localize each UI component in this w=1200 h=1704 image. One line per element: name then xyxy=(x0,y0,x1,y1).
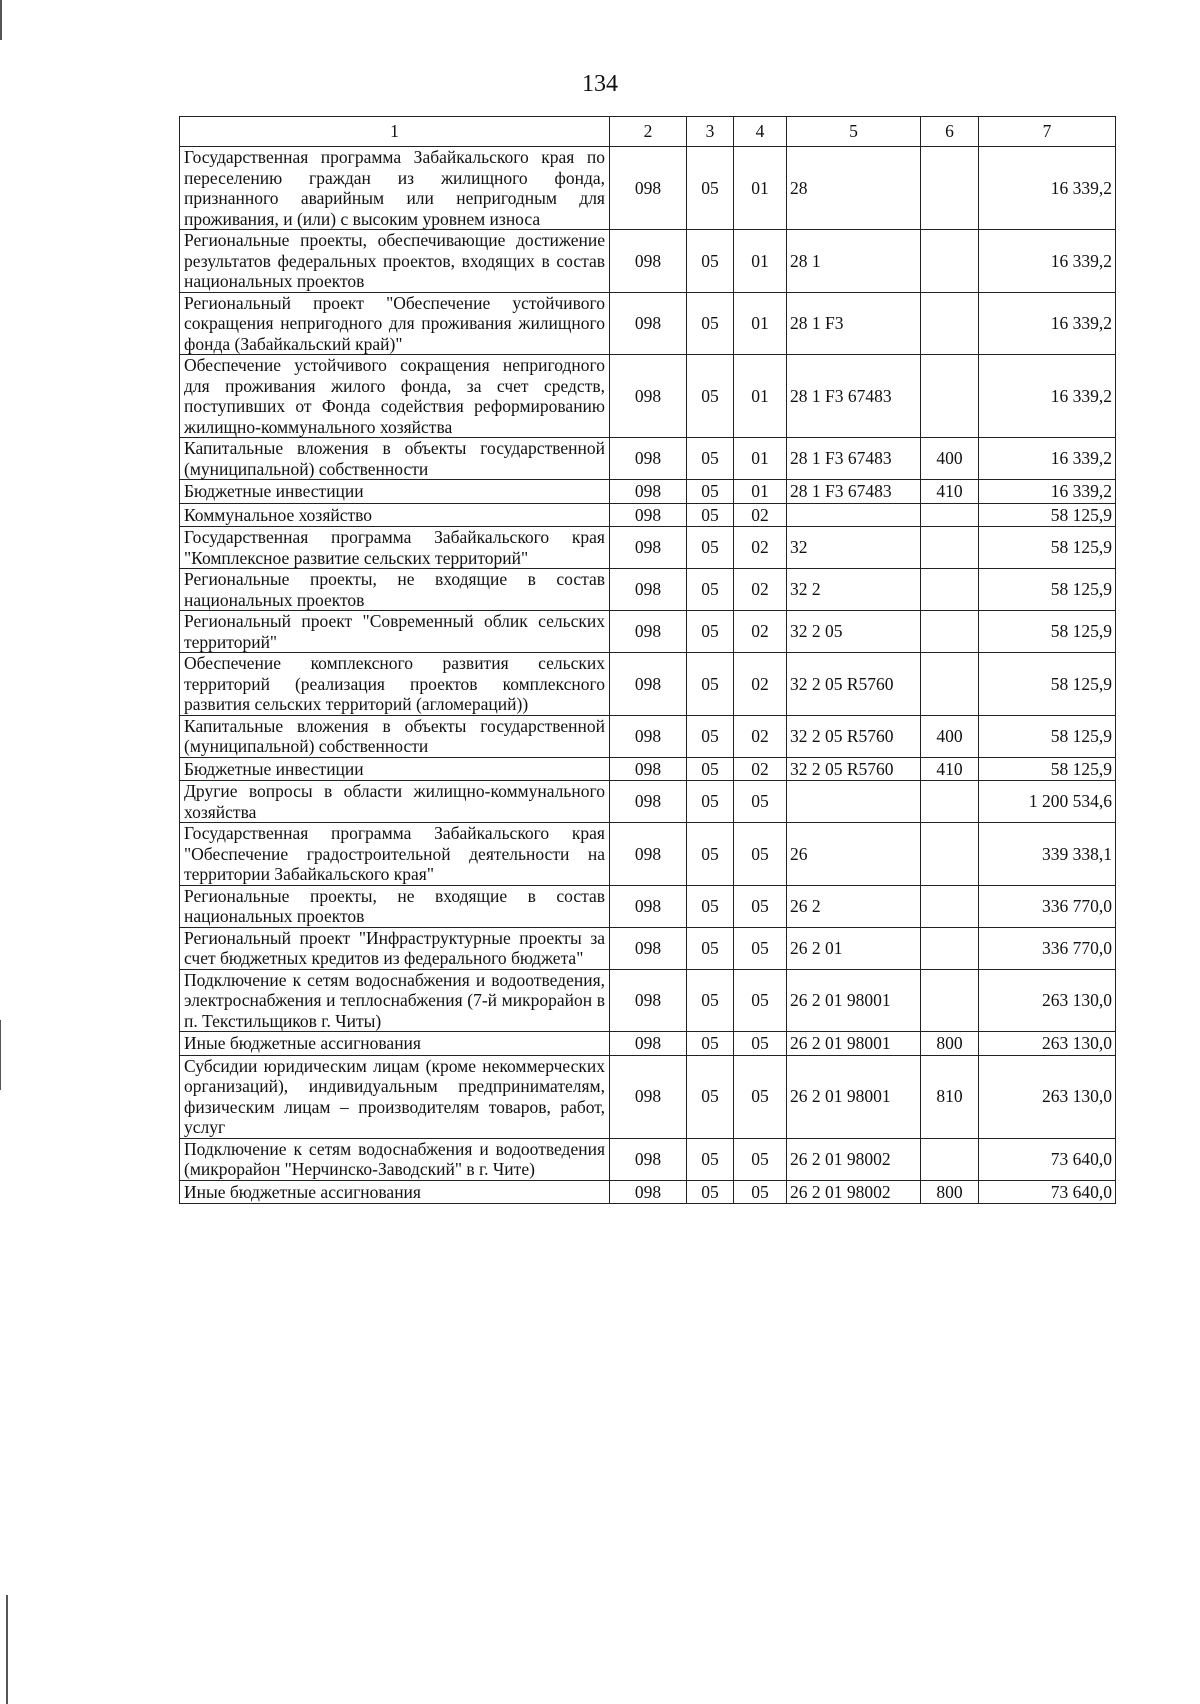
row-name-cell: Другие вопросы в области жилищно-коммунального хозяйства xyxy=(180,781,610,823)
row-col2-cell: 098 xyxy=(610,147,687,230)
row-name-cell: Региональный проект "Современный облик сельских территорий" xyxy=(180,611,610,653)
table-row xyxy=(180,715,1116,757)
row-col5-cell: 32 xyxy=(787,527,921,569)
scan-edge-mark xyxy=(0,1020,1,1090)
row-col2-cell: 098 xyxy=(610,438,687,480)
row-col2-cell: 098 xyxy=(610,1138,687,1180)
row-col5-cell: 32 2 05 R5760 xyxy=(787,715,921,757)
row-col7-cell: 16 339,2 xyxy=(979,230,1116,293)
row-col5-cell: 26 2 01 98002 xyxy=(787,1138,921,1180)
table-body xyxy=(180,117,1116,1204)
row-col4-cell: 05 xyxy=(734,1032,787,1056)
table-row xyxy=(180,503,1116,527)
row-name-cell: Коммунальное хозяйство xyxy=(180,503,610,527)
row-col2-cell: 098 xyxy=(610,569,687,611)
row-col3-cell: 05 xyxy=(687,927,734,969)
row-name-cell: Обеспечение устойчивого сокращения непригодного для проживания жилого фонда, за счет средств, поступивших от Фонда содействия реформированию жилищно-коммунального хозяйства xyxy=(180,355,610,438)
row-name-cell: Региональный проект "Инфраструктурные проекты за счет бюджетных кредитов из федерального бюджета" xyxy=(180,927,610,969)
column-header: 4 xyxy=(734,117,787,147)
row-name-cell: Иные бюджетные ассигнования xyxy=(180,1032,610,1056)
column-header: 7 xyxy=(979,117,1116,147)
row-col5-cell: 26 2 01 98001 xyxy=(787,1055,921,1138)
row-col2-cell: 098 xyxy=(610,885,687,927)
row-name-cell: Бюджетные инвестиции xyxy=(180,480,610,504)
row-col5-cell: 28 1 F3 67483 xyxy=(787,355,921,438)
row-col4-cell: 02 xyxy=(734,611,787,653)
row-col5-cell: 32 2 05 xyxy=(787,611,921,653)
row-col6-cell: 810 xyxy=(921,1055,979,1138)
row-col4-cell: 05 xyxy=(734,1055,787,1138)
column-header: 2 xyxy=(610,117,687,147)
row-col5-cell: 26 2 01 98001 xyxy=(787,1032,921,1056)
row-col6-cell xyxy=(921,527,979,569)
table-row xyxy=(180,969,1116,1032)
row-col4-cell: 02 xyxy=(734,715,787,757)
column-header: 6 xyxy=(921,117,979,147)
row-col2-cell: 098 xyxy=(610,1032,687,1056)
row-col6-cell: 400 xyxy=(921,438,979,480)
row-col7-cell: 73 640,0 xyxy=(979,1180,1116,1204)
row-col5-cell: 26 2 xyxy=(787,885,921,927)
table-row xyxy=(180,823,1116,886)
row-col2-cell: 098 xyxy=(610,355,687,438)
row-col6-cell xyxy=(921,611,979,653)
row-col5-cell: 26 2 01 xyxy=(787,927,921,969)
column-header: 3 xyxy=(687,117,734,147)
row-col2-cell: 098 xyxy=(610,927,687,969)
row-col7-cell: 16 339,2 xyxy=(979,355,1116,438)
row-col7-cell: 263 130,0 xyxy=(979,1032,1116,1056)
row-col6-cell: 410 xyxy=(921,757,979,781)
row-col4-cell: 02 xyxy=(734,653,787,716)
row-col3-cell: 05 xyxy=(687,611,734,653)
row-col2-cell: 098 xyxy=(610,527,687,569)
row-col4-cell: 01 xyxy=(734,230,787,293)
row-name-cell: Подключение к сетям водоснабжения и водоотведения, электроснабжения и теплоснабжения (7-й микрорайон в п. Текстильщиков г. Читы) xyxy=(180,969,610,1032)
row-col6-cell: 400 xyxy=(921,715,979,757)
table-row xyxy=(180,653,1116,716)
scan-edge-mark xyxy=(0,0,2,40)
row-col3-cell: 05 xyxy=(687,885,734,927)
row-col6-cell xyxy=(921,927,979,969)
row-col2-cell: 098 xyxy=(610,757,687,781)
row-col3-cell: 05 xyxy=(687,653,734,716)
row-col3-cell: 05 xyxy=(687,503,734,527)
row-col3-cell: 05 xyxy=(687,292,734,355)
table-row xyxy=(180,569,1116,611)
row-name-cell: Иные бюджетные ассигнования xyxy=(180,1180,610,1204)
page-number: 134 xyxy=(582,71,618,97)
row-col7-cell: 1 200 534,6 xyxy=(979,781,1116,823)
row-col4-cell: 01 xyxy=(734,147,787,230)
row-col5-cell: 26 2 01 98001 xyxy=(787,969,921,1032)
row-col3-cell: 05 xyxy=(687,480,734,504)
row-col4-cell: 05 xyxy=(734,927,787,969)
row-col5-cell xyxy=(787,781,921,823)
row-col7-cell: 263 130,0 xyxy=(979,1055,1116,1138)
row-col3-cell: 05 xyxy=(687,1138,734,1180)
row-col4-cell: 02 xyxy=(734,503,787,527)
table-row xyxy=(180,781,1116,823)
row-col3-cell: 05 xyxy=(687,438,734,480)
row-col2-cell: 098 xyxy=(610,653,687,716)
row-col2-cell: 098 xyxy=(610,1180,687,1204)
row-col4-cell: 05 xyxy=(734,823,787,886)
table-row xyxy=(180,230,1116,293)
row-col3-cell: 05 xyxy=(687,569,734,611)
row-col3-cell: 05 xyxy=(687,527,734,569)
row-col4-cell: 05 xyxy=(734,781,787,823)
row-col4-cell: 05 xyxy=(734,885,787,927)
row-col4-cell: 01 xyxy=(734,292,787,355)
row-col7-cell: 58 125,9 xyxy=(979,653,1116,716)
row-col5-cell: 32 2 xyxy=(787,569,921,611)
budget-table xyxy=(179,116,1116,1204)
row-col3-cell: 05 xyxy=(687,757,734,781)
row-col6-cell xyxy=(921,885,979,927)
row-col7-cell: 58 125,9 xyxy=(979,611,1116,653)
row-name-cell: Региональный проект "Обеспечение устойчивого сокращения непригодного для проживания жилищного фонда (Забайкальский край)" xyxy=(180,292,610,355)
table-row xyxy=(180,1180,1116,1204)
row-col7-cell: 58 125,9 xyxy=(979,715,1116,757)
row-col3-cell: 05 xyxy=(687,715,734,757)
table-row xyxy=(180,885,1116,927)
row-col2-cell: 098 xyxy=(610,230,687,293)
row-col7-cell: 16 339,2 xyxy=(979,480,1116,504)
row-col7-cell: 58 125,9 xyxy=(979,503,1116,527)
row-col6-cell xyxy=(921,969,979,1032)
row-col6-cell xyxy=(921,823,979,886)
row-col4-cell: 05 xyxy=(734,1180,787,1204)
row-name-cell: Государственная программа Забайкальского края "Обеспечение градостроительной деятельности на территории Забайкальского края" xyxy=(180,823,610,886)
row-col2-cell: 098 xyxy=(610,823,687,886)
row-col6-cell: 800 xyxy=(921,1032,979,1056)
table-header-row xyxy=(180,117,1116,147)
row-col4-cell: 05 xyxy=(734,969,787,1032)
table-row xyxy=(180,1138,1116,1180)
table-row xyxy=(180,611,1116,653)
row-col3-cell: 05 xyxy=(687,781,734,823)
row-name-cell: Региональные проекты, не входящие в состав национальных проектов xyxy=(180,885,610,927)
row-col4-cell: 02 xyxy=(734,757,787,781)
row-col7-cell: 16 339,2 xyxy=(979,147,1116,230)
row-col6-cell xyxy=(921,147,979,230)
row-col5-cell: 32 2 05 R5760 xyxy=(787,653,921,716)
row-name-cell: Региональные проекты, обеспечивающие достижение результатов федеральных проектов, входящих в состав национальных проектов xyxy=(180,230,610,293)
row-col7-cell: 339 338,1 xyxy=(979,823,1116,886)
row-col5-cell: 28 1 F3 67483 xyxy=(787,438,921,480)
row-col2-cell: 098 xyxy=(610,1055,687,1138)
table-row xyxy=(180,1055,1116,1138)
row-col5-cell: 32 2 05 R5760 xyxy=(787,757,921,781)
row-col6-cell xyxy=(921,569,979,611)
row-col2-cell: 098 xyxy=(610,715,687,757)
row-col7-cell: 336 770,0 xyxy=(979,927,1116,969)
row-col3-cell: 05 xyxy=(687,355,734,438)
row-col5-cell: 28 1 xyxy=(787,230,921,293)
row-col3-cell: 05 xyxy=(687,147,734,230)
row-col5-cell xyxy=(787,503,921,527)
row-col7-cell: 16 339,2 xyxy=(979,438,1116,480)
row-name-cell: Государственная программа Забайкальского края "Комплексное развитие сельских территорий" xyxy=(180,527,610,569)
row-name-cell: Капитальные вложения в объекты государственной (муниципальной) собственности xyxy=(180,438,610,480)
table-row xyxy=(180,355,1116,438)
row-col6-cell xyxy=(921,355,979,438)
row-col7-cell: 58 125,9 xyxy=(979,527,1116,569)
row-col7-cell: 58 125,9 xyxy=(979,569,1116,611)
row-name-cell: Бюджетные инвестиции xyxy=(180,757,610,781)
row-col7-cell: 58 125,9 xyxy=(979,757,1116,781)
row-col3-cell: 05 xyxy=(687,823,734,886)
row-col5-cell: 28 1 F3 xyxy=(787,292,921,355)
row-name-cell: Государственная программа Забайкальского края по переселению граждан из жилищного фонда, признанного аварийным или непригодным для проживания, и (или) с высоким уровнем износа xyxy=(180,147,610,230)
row-col2-cell: 098 xyxy=(610,480,687,504)
table-row xyxy=(180,147,1116,230)
row-name-cell: Обеспечение комплексного развития сельских территорий (реализация проектов комплексного развития сельских территорий (агломераций)) xyxy=(180,653,610,716)
scan-edge-mark xyxy=(6,1595,8,1704)
row-col2-cell: 098 xyxy=(610,611,687,653)
row-name-cell: Капитальные вложения в объекты государственной (муниципальной) собственности xyxy=(180,715,610,757)
row-col4-cell: 01 xyxy=(734,355,787,438)
row-col6-cell xyxy=(921,653,979,716)
row-col7-cell: 73 640,0 xyxy=(979,1138,1116,1180)
row-col4-cell: 02 xyxy=(734,569,787,611)
row-col6-cell xyxy=(921,230,979,293)
row-col4-cell: 01 xyxy=(734,480,787,504)
row-col3-cell: 05 xyxy=(687,1055,734,1138)
row-col2-cell: 098 xyxy=(610,503,687,527)
column-header: 1 xyxy=(180,117,610,147)
table-row xyxy=(180,757,1116,781)
row-name-cell: Региональные проекты, не входящие в состав национальных проектов xyxy=(180,569,610,611)
row-col7-cell: 263 130,0 xyxy=(979,969,1116,1032)
row-col7-cell: 16 339,2 xyxy=(979,292,1116,355)
row-col5-cell: 28 xyxy=(787,147,921,230)
row-col6-cell xyxy=(921,292,979,355)
row-col6-cell xyxy=(921,1138,979,1180)
row-col4-cell: 02 xyxy=(734,527,787,569)
table-row xyxy=(180,480,1116,504)
column-header: 5 xyxy=(787,117,921,147)
row-col2-cell: 098 xyxy=(610,781,687,823)
row-name-cell: Подключение к сетям водоснабжения и водоотведения (микрорайон "Нерчинско-Заводский" в г. Чите) xyxy=(180,1138,610,1180)
row-col6-cell: 410 xyxy=(921,480,979,504)
row-col6-cell xyxy=(921,781,979,823)
table-row xyxy=(180,527,1116,569)
table-row xyxy=(180,292,1116,355)
row-col3-cell: 05 xyxy=(687,969,734,1032)
row-col2-cell: 098 xyxy=(610,292,687,355)
row-col3-cell: 05 xyxy=(687,1180,734,1204)
row-col4-cell: 05 xyxy=(734,1138,787,1180)
row-col3-cell: 05 xyxy=(687,1032,734,1056)
row-col7-cell: 336 770,0 xyxy=(979,885,1116,927)
row-col5-cell: 26 2 01 98002 xyxy=(787,1180,921,1204)
row-col4-cell: 01 xyxy=(734,438,787,480)
row-col5-cell: 26 xyxy=(787,823,921,886)
row-col3-cell: 05 xyxy=(687,230,734,293)
row-col6-cell xyxy=(921,503,979,527)
row-col6-cell: 800 xyxy=(921,1180,979,1204)
table-row xyxy=(180,1032,1116,1056)
row-name-cell: Субсидии юридическим лицам (кроме некоммерческих организаций), индивидуальным предпринимателям, физическим лицам – производителям товаров, работ, услуг xyxy=(180,1055,610,1138)
table-row xyxy=(180,927,1116,969)
row-col5-cell: 28 1 F3 67483 xyxy=(787,480,921,504)
table-row xyxy=(180,438,1116,480)
row-col2-cell: 098 xyxy=(610,969,687,1032)
